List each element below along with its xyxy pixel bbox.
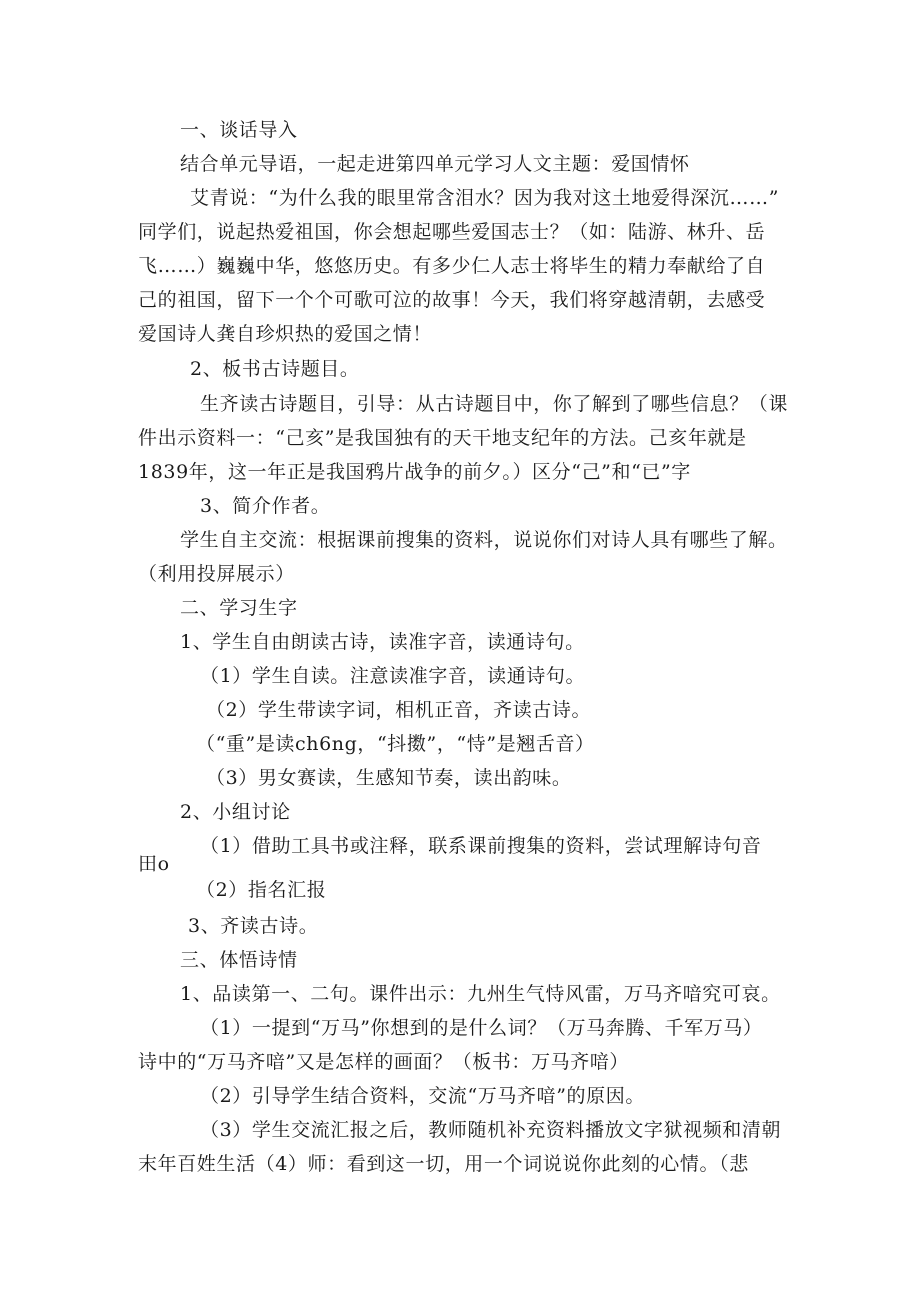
- subsection-heading: 2、板书古诗题目。: [190, 358, 360, 380]
- list-item: （“重”是读ch6ng，“抖擞”，“恃”是翘舌音）: [196, 733, 595, 755]
- paragraph-line: 诗中的“万马齐喑”又是怎样的画面？（板书：万马齐喑）: [138, 1051, 630, 1073]
- paragraph-line: 艾青说：“为什么我的眼里常含泪水？因为我对这土地爱得深沉……”: [190, 187, 780, 209]
- list-item: （2）指名汇报: [196, 879, 327, 901]
- paragraph-line: 生齐读古诗题目，引导：从古诗题目中，你了解到了哪些信息？（课: [200, 393, 789, 415]
- list-item: （1）一提到“万马”你想到的是什么词？（万马奔腾、千军万马）: [200, 1017, 763, 1039]
- section-heading: 一、谈话导入: [180, 119, 298, 141]
- paragraph-line: 结合单元导语，一起走进第四单元学习人文主题：爱国情怀: [180, 153, 690, 175]
- subsection-heading: 2、小组讨论: [180, 801, 291, 823]
- paragraph-line: 田o: [138, 853, 170, 875]
- paragraph-line: 飞……）巍巍中华，悠悠历史。有多少仁人志士将毕生的精力奉献给了自: [138, 255, 766, 277]
- subsection-heading: 1、学生自由朗读古诗，读准字音，读通诗句。: [180, 631, 585, 653]
- list-item: （1）借助工具书或注释，联系课前搜集的资料，尝试理解诗句音: [200, 835, 762, 857]
- paragraph-line: 件出示资料一：“己亥”是我国独有的天干地支纪年的方法。己亥年就是: [138, 427, 747, 449]
- paragraph-line: 同学们，说起热爱祖国，你会想起哪些爱国志士？（如：陆游、林升、岳: [138, 221, 766, 243]
- paragraph-line: （利用投屏展示）: [138, 563, 295, 585]
- paragraph-line: 1839年，这一年正是我国鸦片战争的前夕。）区分“己”和“已”字: [138, 461, 691, 483]
- list-item: （3）男女赛读，生感知节奏，读出韵味。: [206, 767, 572, 789]
- list-item: （2）学生带读字词，相机正音，齐读古诗。: [206, 699, 592, 721]
- list-item: （3）学生交流汇报之后，教师随机补充资料播放文字狱视频和清朝: [200, 1119, 782, 1141]
- section-heading: 二、学习生字: [180, 597, 298, 619]
- paragraph-line: 爱国诗人龚自珍炽热的爱国之情！: [138, 323, 433, 345]
- list-item: （2）引导学生结合资料，交流“万马齐喑”的原因。: [200, 1085, 645, 1107]
- list-item: （1）学生自读。注意读准字音，读通诗句。: [200, 665, 586, 687]
- section-heading: 三、体悟诗情: [180, 949, 298, 971]
- paragraph-line: 学生自主交流：根据课前搜集的资料，说说你们对诗人具有哪些了解。: [180, 529, 788, 551]
- subsection-heading: 3、齐读古诗。: [188, 915, 319, 937]
- paragraph-line: 己的祖国，留下一个个可歌可泣的故事！今天，我们将穿越清朝，去感受: [138, 289, 766, 311]
- subsection-heading: 3、简介作者。: [200, 495, 331, 517]
- paragraph-line: 末年百姓生活（4）师：看到这一切，用一个词说说你此刻的心情。（悲: [138, 1153, 749, 1175]
- subsection-heading: 1、品读第一、二句。课件出示：九州生气恃风雷，万马齐喑究可哀。: [180, 983, 781, 1005]
